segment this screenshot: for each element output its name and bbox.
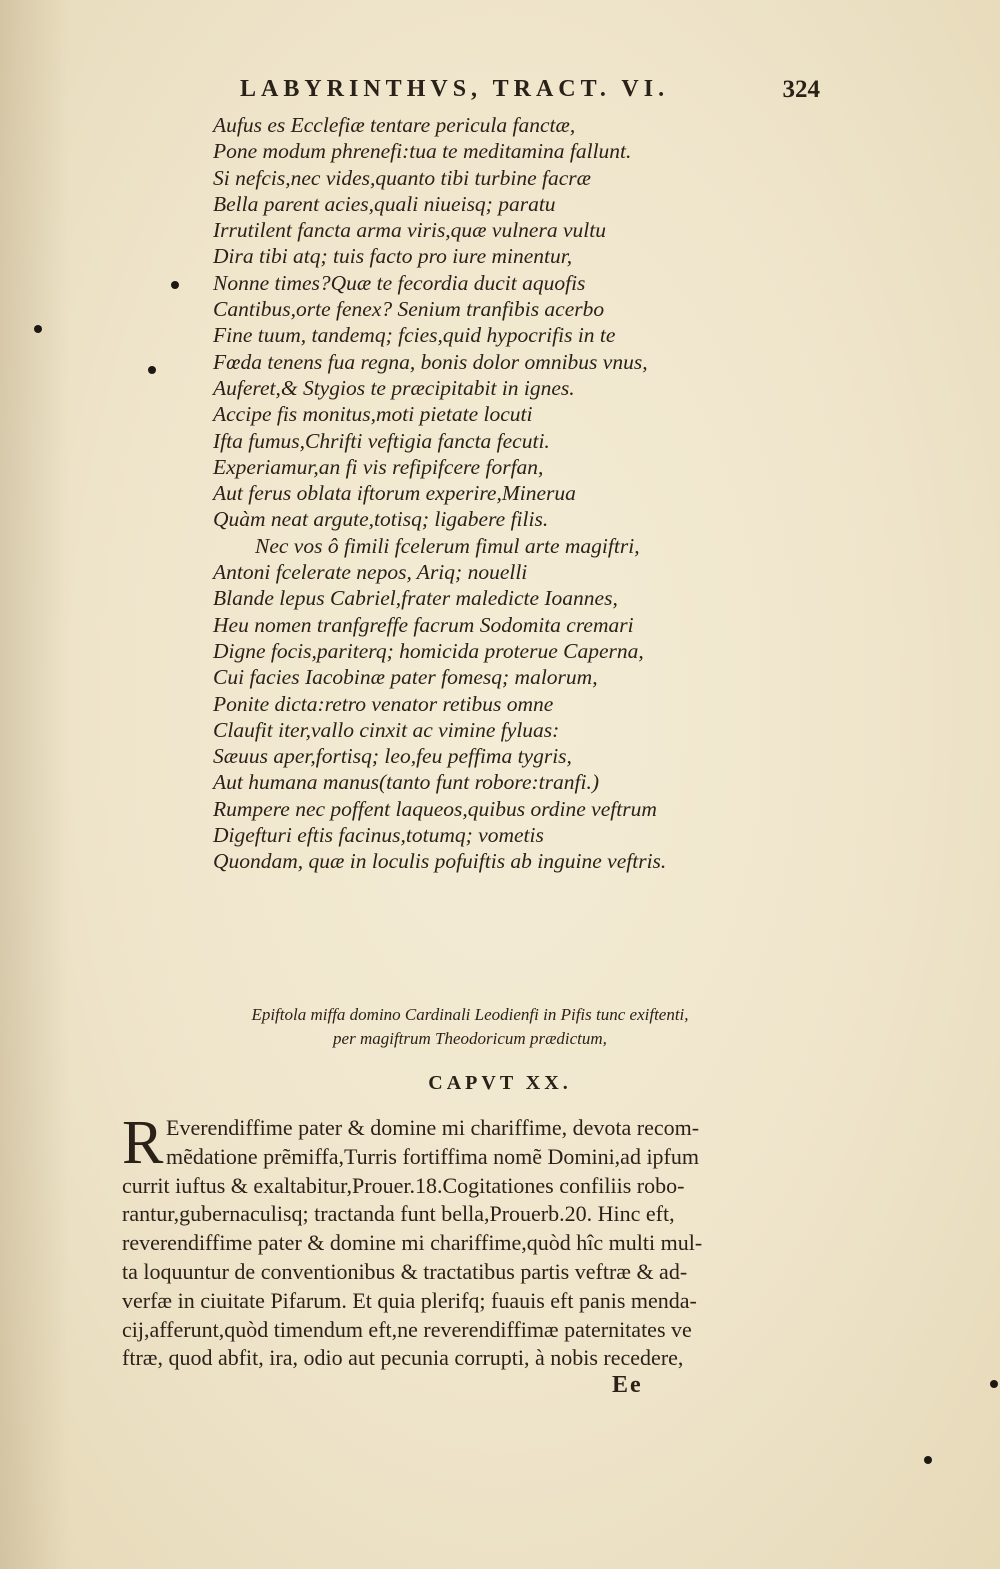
poem-line: Digefturi eftis facinus,totumq; vometis [213,823,544,848]
poem-line: Heu nomen tranfgreffe facrum Sodomita cremari [213,612,634,637]
poem-line: Claufit iter,vallo cinxit ac vimine fyluas: [213,717,560,742]
poem-line: Experiamur,an fi vis refipifcere forfan, [213,454,544,479]
body-line: Everendiffime pater & domine mi chariffime, devota recom- [166,1115,700,1140]
poem-line: Quàm neat argute,totisq; ligabere filis. [213,507,549,532]
poem-line: Bella parent acies,quali niueisq; paratu [213,191,556,216]
poem-line: Aut humana manus(tanto funt robore:tranfi.) [213,770,599,795]
body-line: rantur,gubernaculisq; tractanda funt bella,Prouerb.20. Hinc eft, [122,1201,675,1227]
poem-line: Quondam, quæ in loculis pofuiftis ab inguine veftris. [213,849,667,874]
page-number: 324 [782,76,820,103]
ink-speck [990,1380,998,1388]
signature-mark: Ee [612,1372,643,1398]
poem-line: Accipe fis monitus,moti pietate locuti [213,402,533,427]
ink-speck [148,366,156,374]
body-paragraph [122,1109,812,1373]
caption-line: per magiftrum Theodoricum prædictum, [333,1029,607,1048]
poem-line: Dira tibi atq; tuis facto pro iure minentur, [213,244,573,269]
ink-speck [171,281,179,289]
caption-line: Epiftola miffa domino Cardinali Leodienfi in Pifis tunc exiftenti, [251,1005,689,1024]
poem-line: Cui facies Iacobinæ pater fomesq; malorum, [213,665,598,690]
poem-line: Auferet,& Stygios te præcipitabit in ignes. [213,375,575,400]
binding-shadow [0,0,70,1569]
body-line: mẽdatione prẽmiffa,Turris fortiffima nomẽ Domini,ad ipfum [166,1143,699,1169]
poem-line: Nec vos ô fimili fcelerum fimul arte magiftri, [255,533,640,558]
poem-line: Blande lepus Cabriel,frater maledicte Ioannes, [213,586,618,611]
poem-line: Antoni fcelerate nepos, Ariq; nouelli [213,560,528,585]
ink-speck [924,1456,932,1464]
poem-line: Nonne times?Quæ te fecordia ducit aquofis [213,270,586,295]
letter-caption [210,1003,730,1051]
body-line: reverendiffime pater & domine mi chariffime,quòd hîc multi mul- [122,1230,703,1256]
poem-line: Pone modum phrenefi:tua te meditamina fallunt. [213,139,632,164]
ink-speck [34,325,42,333]
drop-cap: R [122,1109,164,1177]
poem-line: Digne focis,pariterq; homicida proterue Caperna, [213,638,644,663]
poem-line: Fine tuum, tandemq; fcies,quid hypocrifis in te [213,323,616,348]
poem-line: Sæuus aper,fortisq; leo,feu peffima tygris, [213,744,572,769]
body-line: ftræ, quod abfit, ira, odio aut pecunia corrupti, à nobis recedere, [122,1345,684,1371]
chapter-heading: CAPVT XX. [428,1072,572,1094]
body-line: currit iuftus & exaltabitur,Prouer.18.Cogitationes confiliis robo- [122,1172,685,1198]
poem-line: Aut ferus oblata iftorum experire,Minerua [213,481,576,506]
running-head-title: LABYRINTHVS, TRACT. VI. [240,76,670,102]
poem-line: Rumpere nec poffent laqueos,quibus ordine veftrum [213,796,657,821]
poem-line: Si nefcis,nec vides,quanto tibi turbine facræ [213,165,591,190]
poem-line: Cantibus,orte fenex? Senium tranfibis acerbo [213,297,605,322]
body-line: ta loquuntur de conventionibus & tractatibus partis veftræ & ad- [122,1258,688,1284]
poem-block [213,112,693,875]
poem-line: Aufus es Ecclefiæ tentare pericula fanctæ, [213,113,576,137]
poem-line: Fœda tenens fua regna, bonis dolor omnibus vnus, [213,349,648,374]
poem-line: Ponite dicta:retro venator retibus omne [213,691,554,716]
body-line: cij,afferunt,quòd timendum eft,ne reverendiffimæ paternitates ve [122,1316,692,1342]
running-head [240,76,820,110]
poem-line: Ifta fumus,Chrifti veftigia fancta fecuti. [213,428,550,453]
poem-line: Irrutilent fancta arma viris,quæ vulnera vultu [213,218,606,243]
body-line: verfæ in ciuitate Pifarum. Et quia plerifq; fuauis eft panis menda- [122,1287,697,1313]
